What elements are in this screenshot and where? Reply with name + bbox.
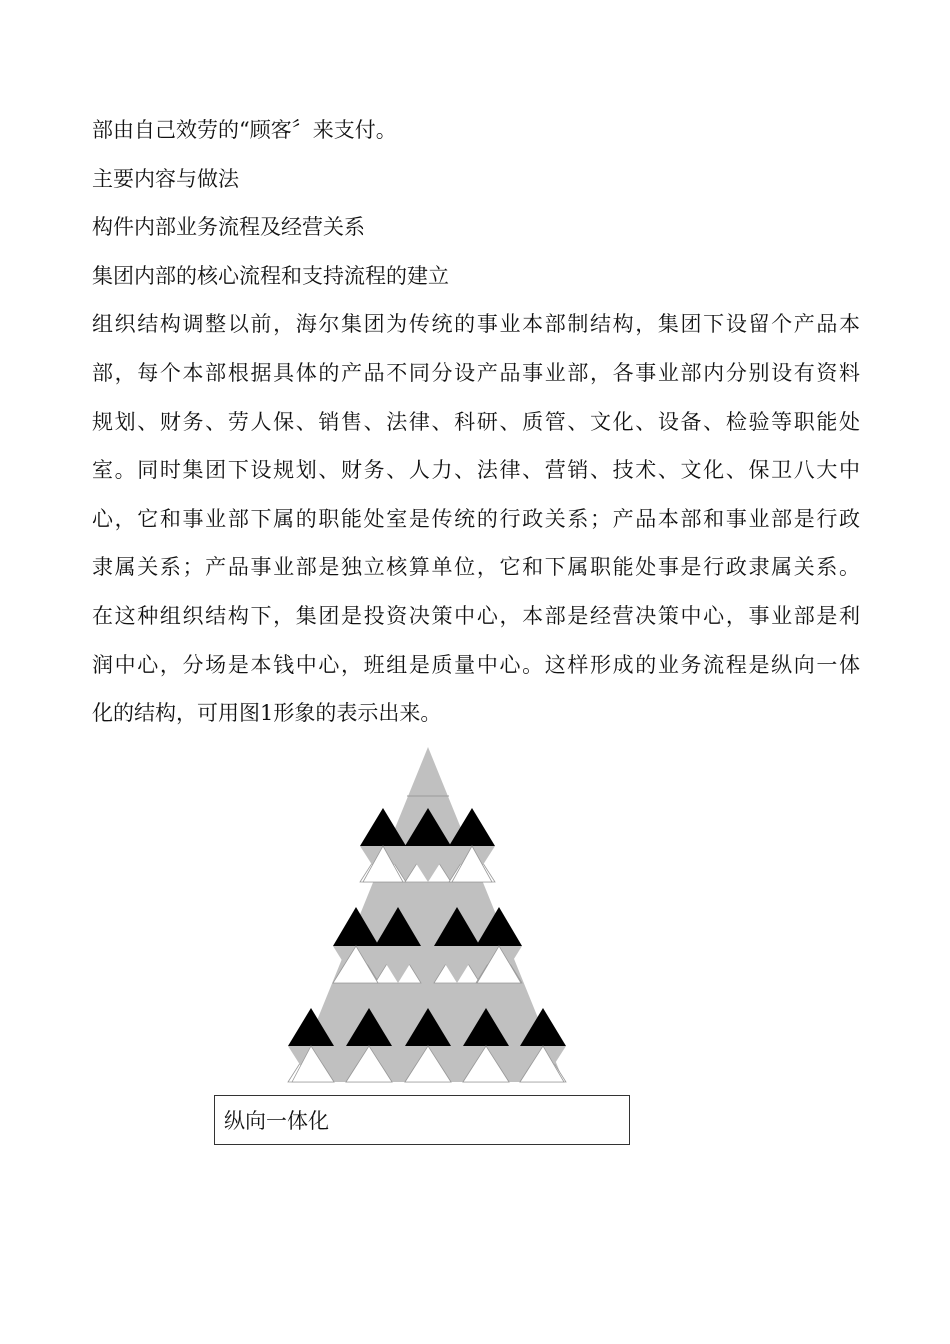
paragraph-line: 规划、财务、劳人保、销售、法律、科研、质管、文化、设备、检验等职能处 bbox=[92, 409, 860, 434]
white-triangle bbox=[477, 946, 521, 983]
grey-inverted-triangle bbox=[375, 946, 421, 983]
white-triangle bbox=[476, 946, 522, 983]
body-text bbox=[92, 106, 860, 738]
paragraph-line: 室。同时集团下设规划、财务、人力、法律、营销、技术、文化、保卫八大中 bbox=[92, 458, 860, 483]
pyramid-diagram bbox=[288, 747, 566, 1082]
white-triangle bbox=[463, 1046, 509, 1082]
grey-inverted-triangle bbox=[449, 846, 495, 882]
white-triangle bbox=[449, 846, 495, 882]
black-triangle bbox=[449, 808, 495, 846]
paragraph-line: 在这种组织结构下，集团是投资决策中心，本部是经营决策中心，事业部是利 bbox=[92, 603, 860, 628]
grey-inverted-triangle bbox=[405, 1046, 451, 1082]
paragraph-line: 组织结构调整以前，海尔集团为传统的事业本部制结构，集团下设留个产品本 bbox=[92, 312, 860, 337]
grey-inverted-triangle bbox=[288, 1046, 334, 1082]
paragraph-line: 润中心，分场是本钱中心，班组是质量中心。这样形成的业务流程是纵向一体 bbox=[92, 652, 860, 677]
white-triangle bbox=[346, 1046, 392, 1082]
paragraph-line: 部由自己效劳的“顾客〞来支付。 bbox=[92, 118, 397, 142]
white-triangle bbox=[360, 846, 406, 882]
grey-inverted-triangle bbox=[360, 846, 406, 882]
paragraph-line: 隶属关系；产品事业部是独立核算单位，它和下属职能处事是行政隶属关系。 bbox=[92, 555, 860, 580]
grey-inverted-triangle bbox=[463, 1046, 509, 1082]
grey-inverted-triangle bbox=[405, 846, 451, 882]
white-triangle bbox=[292, 1046, 334, 1082]
black-triangle bbox=[476, 907, 522, 946]
white-triangle bbox=[434, 946, 480, 983]
grey-inverted-triangle bbox=[434, 946, 480, 983]
white-triangle bbox=[520, 1046, 564, 1082]
figure-caption: 纵向一体化 bbox=[224, 1109, 329, 1133]
white-triangle bbox=[452, 846, 492, 882]
section-heading: 构件内部业务流程及经营关系 bbox=[92, 215, 365, 240]
pyramid-background bbox=[292, 747, 564, 1082]
black-triangle bbox=[375, 907, 421, 946]
grey-inverted-triangle bbox=[346, 1046, 392, 1082]
section-heading: 主要内容与做法 bbox=[92, 166, 239, 191]
paragraph-line: 化的结构，可用图1形象的表示出来。 bbox=[92, 701, 442, 726]
figure-caption-box bbox=[214, 1095, 630, 1145]
grey-inverted-triangle bbox=[520, 1046, 566, 1082]
grey-inverted-triangle bbox=[476, 946, 522, 983]
black-triangle bbox=[360, 808, 406, 846]
black-triangle bbox=[405, 1008, 451, 1046]
paragraph-line: 心，它和事业部下属的职能处室是传统的行政关系；产品本部和事业部是行政 bbox=[92, 506, 860, 531]
black-triangle bbox=[288, 1008, 334, 1046]
black-triangle bbox=[520, 1008, 566, 1046]
paragraph-line: 部，每个本部根据具体的产品不同分设产品事业部，各事业部内分别设有资料 bbox=[92, 360, 860, 385]
white-triangle bbox=[363, 846, 403, 882]
white-triangle bbox=[375, 946, 421, 983]
grey-inverted-triangle bbox=[333, 946, 379, 983]
white-triangle bbox=[288, 1046, 334, 1082]
white-triangle bbox=[405, 1046, 451, 1082]
white-triangle bbox=[405, 1046, 451, 1082]
black-triangle bbox=[463, 1008, 509, 1046]
black-triangle bbox=[405, 808, 451, 846]
white-triangle bbox=[405, 846, 451, 882]
white-triangle bbox=[346, 1046, 392, 1082]
white-triangle bbox=[520, 1046, 566, 1082]
black-triangle bbox=[333, 907, 379, 946]
white-triangle bbox=[333, 946, 379, 983]
white-triangle bbox=[463, 1046, 509, 1082]
black-triangle bbox=[434, 907, 480, 946]
section-heading: 集团内部的核心流程和支持流程的建立 bbox=[92, 263, 449, 288]
white-triangle bbox=[333, 946, 378, 983]
black-triangle bbox=[346, 1008, 392, 1046]
